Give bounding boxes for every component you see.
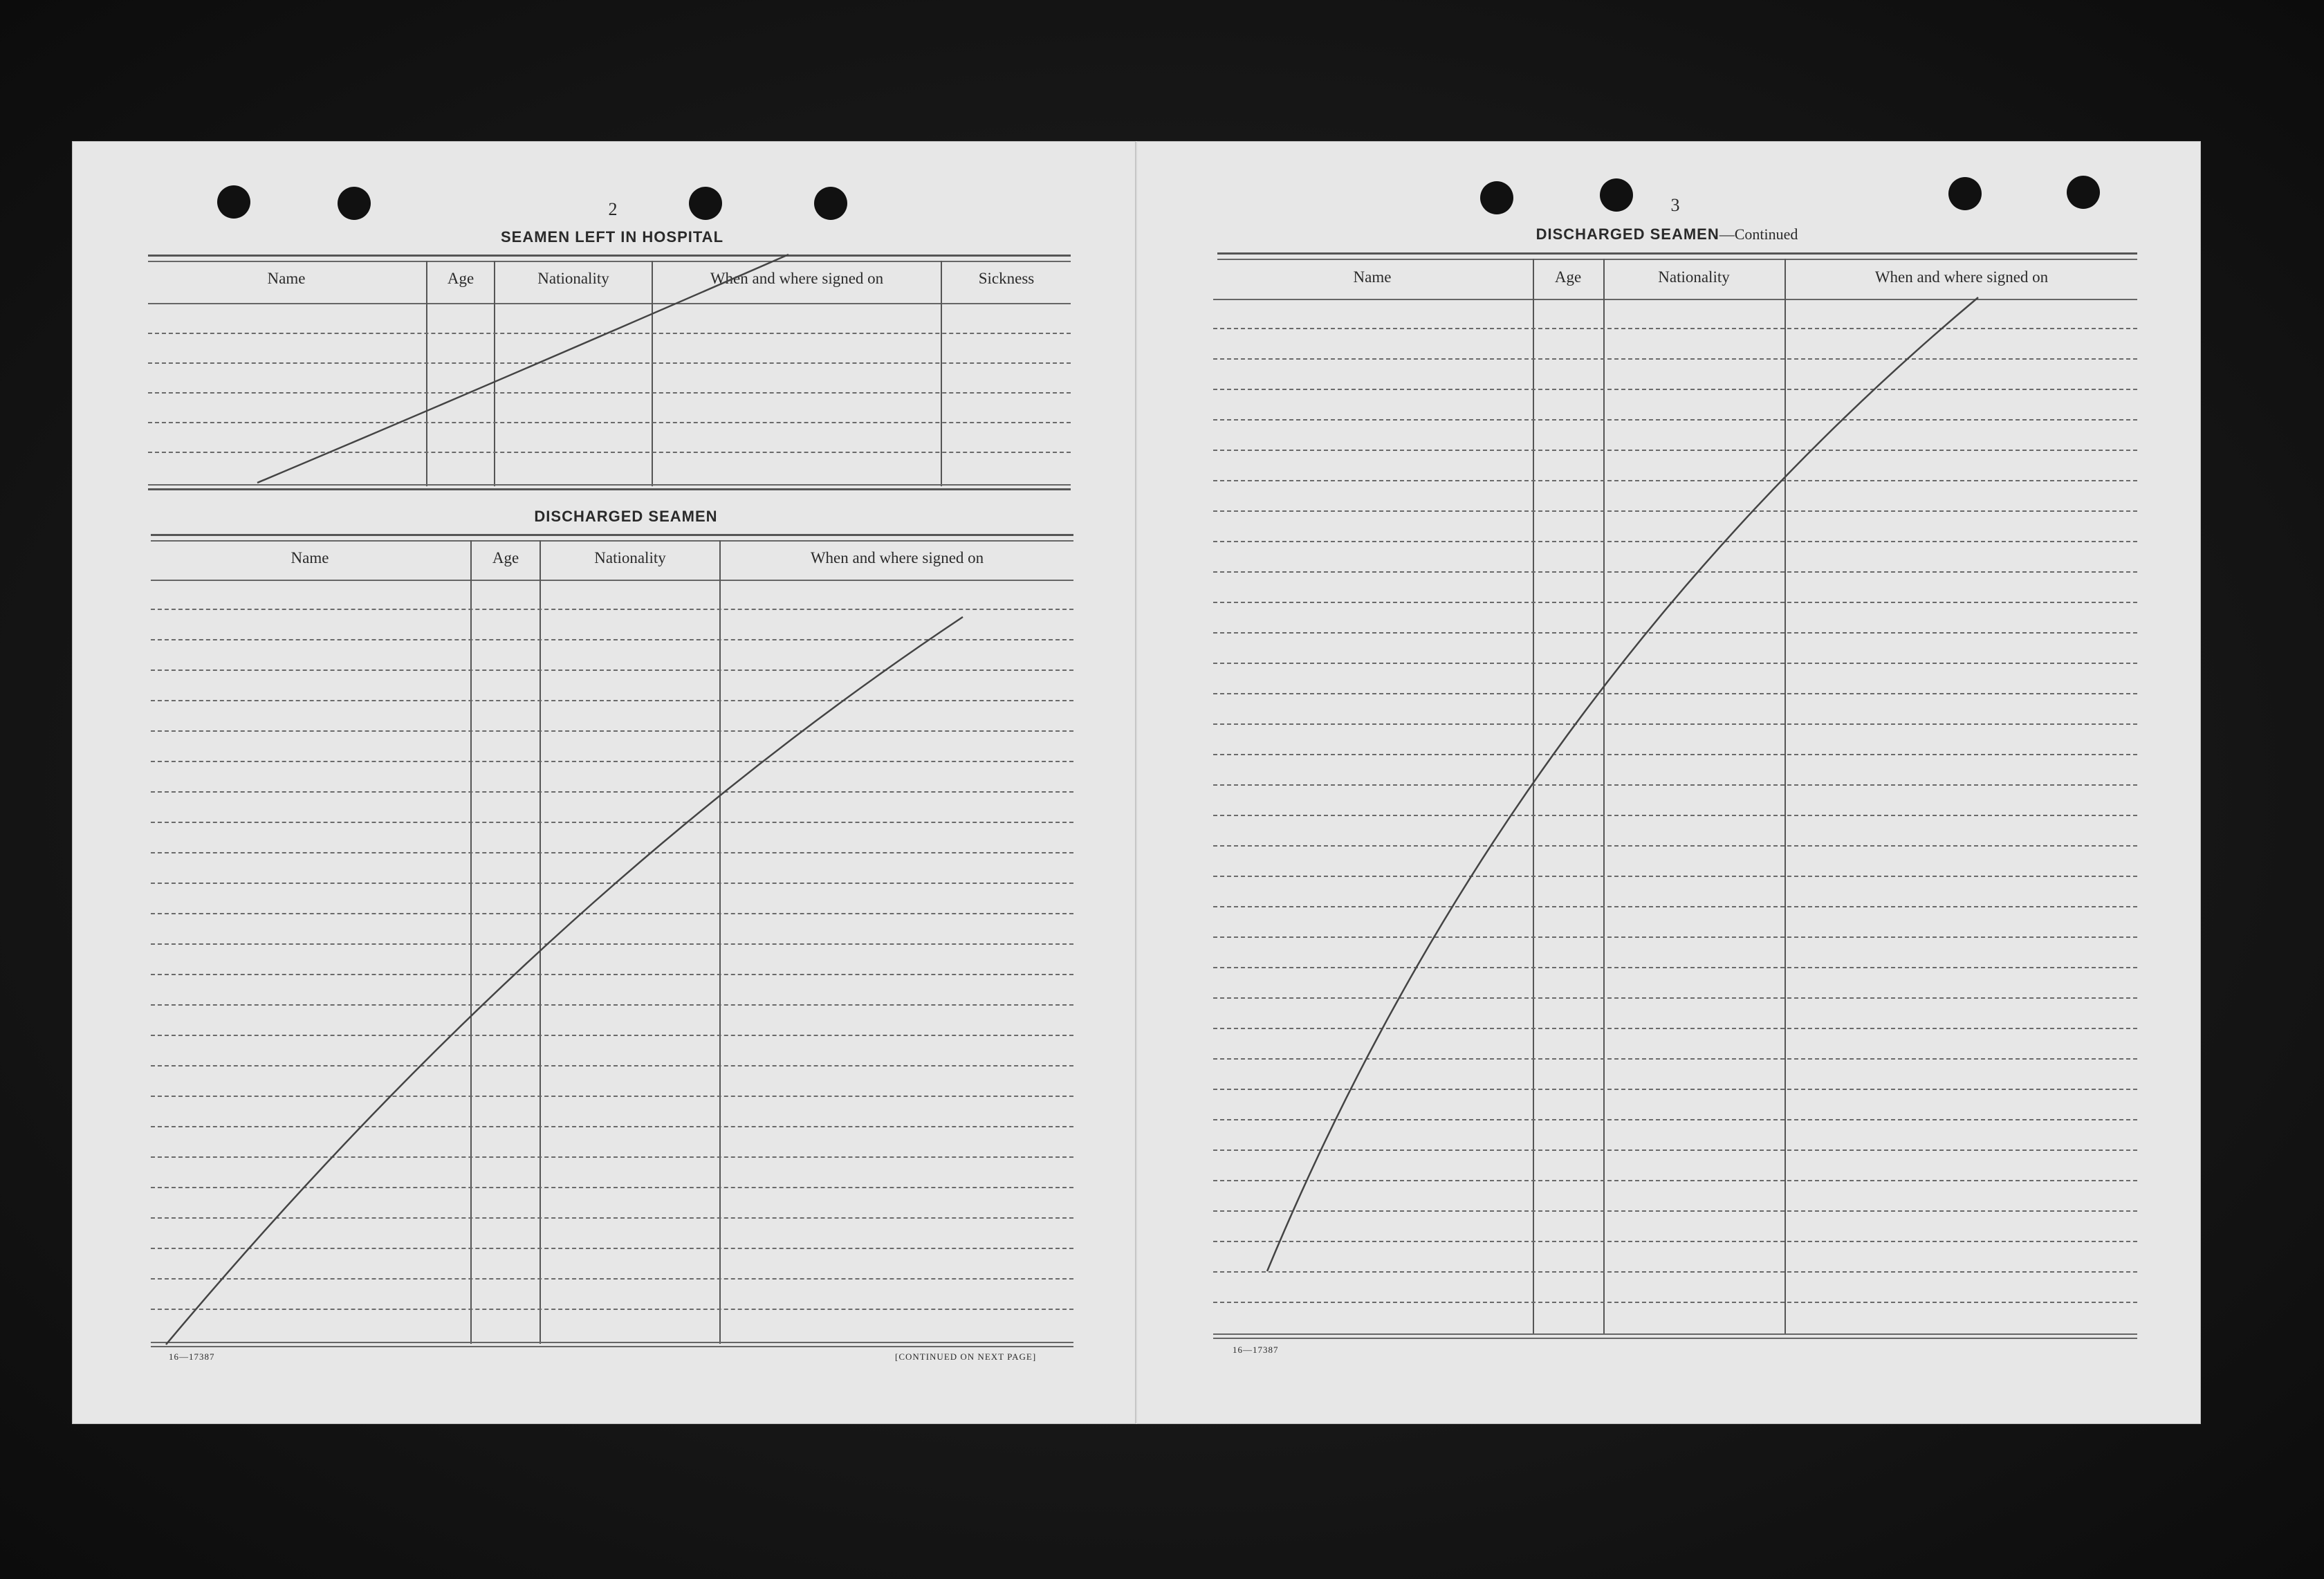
table-row xyxy=(151,1248,1073,1249)
table-row xyxy=(1213,602,2137,603)
table-row xyxy=(1213,1119,2137,1120)
table-row xyxy=(1213,1271,2137,1273)
table-row xyxy=(1213,328,2137,329)
table-row xyxy=(1213,1149,2137,1151)
table-row xyxy=(1213,632,2137,634)
table-top-rule xyxy=(151,540,1073,542)
table-row xyxy=(1213,1302,2137,1303)
table-row xyxy=(151,883,1073,884)
col-name: Name xyxy=(1353,268,1392,286)
table-row xyxy=(151,822,1073,823)
table-row xyxy=(1213,876,2137,877)
table-row xyxy=(148,333,1071,334)
table-row xyxy=(1213,784,2137,786)
table-row xyxy=(148,392,1071,394)
table-row xyxy=(1213,541,2137,542)
table-row xyxy=(1213,450,2137,451)
col-nationality: Nationality xyxy=(594,549,666,566)
table-row xyxy=(1213,571,2137,573)
table-row xyxy=(1213,1241,2137,1242)
col-when-where: When and where signed on xyxy=(710,270,884,287)
col-when-where: When and where signed on xyxy=(810,549,984,566)
table-top-rule xyxy=(151,534,1073,536)
title-main: DISCHARGED SEAMEN xyxy=(1536,225,1719,243)
punch-hole xyxy=(814,187,847,220)
table-row xyxy=(1213,1058,2137,1060)
table-row xyxy=(151,943,1073,945)
col-age: Age xyxy=(1554,268,1582,286)
punch-hole xyxy=(2067,176,2100,209)
continued-note: [CONTINUED ON NEXT PAGE] xyxy=(895,1351,1037,1362)
table-row xyxy=(151,1065,1073,1066)
page-number: 2 xyxy=(608,199,618,219)
table-row xyxy=(1213,845,2137,847)
table-row xyxy=(151,670,1073,671)
table-top-rule xyxy=(1217,259,2137,260)
table-bottom-rule xyxy=(148,484,1071,486)
table-row xyxy=(1213,906,2137,907)
discharged-section-title: DISCHARGED SEAMEN xyxy=(534,508,718,525)
punch-hole xyxy=(1480,181,1513,214)
punch-hole xyxy=(1600,178,1633,212)
table-row xyxy=(1213,815,2137,816)
table-row xyxy=(1213,723,2137,725)
table-row xyxy=(151,1278,1073,1280)
column-divider xyxy=(540,540,541,1344)
table-row xyxy=(1213,510,2137,512)
table-row xyxy=(1213,389,2137,390)
col-nationality: Nationality xyxy=(537,270,609,287)
form-number: 16—17387 xyxy=(1233,1345,1279,1355)
table-row xyxy=(151,1217,1073,1219)
header-rule xyxy=(151,580,1073,581)
page-fold xyxy=(1136,141,1137,1424)
punch-hole xyxy=(1948,177,1982,210)
table-row xyxy=(1213,480,2137,481)
col-when-where: When and where signed on xyxy=(1874,268,2049,286)
table-bottom-rule xyxy=(151,1342,1073,1343)
col-nationality: Nationality xyxy=(1658,268,1730,286)
table-row xyxy=(1213,419,2137,421)
table-row xyxy=(1213,693,2137,694)
table-bottom-rule xyxy=(151,1346,1073,1347)
table-row xyxy=(1213,936,2137,938)
header-rule xyxy=(1213,299,2137,300)
table-row xyxy=(151,791,1073,793)
table-row xyxy=(1213,997,2137,999)
right-page xyxy=(1136,141,2201,1424)
page-number: 3 xyxy=(1670,195,1680,215)
column-divider xyxy=(470,540,472,1344)
hospital-section-title: SEAMEN LEFT IN HOSPITAL xyxy=(500,228,724,246)
table-row xyxy=(1213,1210,2137,1212)
table-row xyxy=(151,974,1073,975)
table-row xyxy=(151,1096,1073,1097)
table-row xyxy=(151,1156,1073,1158)
table-row xyxy=(151,730,1073,732)
table-row xyxy=(151,761,1073,762)
col-name: Name xyxy=(290,549,329,566)
table-top-rule xyxy=(148,255,1071,257)
table-bottom-rule xyxy=(1213,1338,2137,1339)
table-row xyxy=(1213,754,2137,755)
col-age: Age xyxy=(492,549,519,566)
table-top-rule xyxy=(1217,252,2137,255)
header-rule xyxy=(148,303,1071,304)
punch-hole xyxy=(217,185,250,219)
col-age: Age xyxy=(447,270,474,287)
table-row xyxy=(151,852,1073,853)
table-row xyxy=(151,1187,1073,1188)
table-row xyxy=(151,1309,1073,1310)
table-row xyxy=(1213,1028,2137,1029)
table-row xyxy=(1213,967,2137,968)
table-row xyxy=(1213,1089,2137,1090)
title-suffix: —Continued xyxy=(1719,225,1798,243)
table-row xyxy=(151,609,1073,610)
table-row xyxy=(151,1035,1073,1036)
table-row xyxy=(148,422,1071,423)
table-row xyxy=(1213,663,2137,664)
col-sickness: Sickness xyxy=(978,270,1035,287)
punch-hole xyxy=(689,187,722,220)
table-row xyxy=(151,913,1073,914)
table-top-rule xyxy=(148,261,1071,262)
table-bottom-rule xyxy=(148,488,1071,490)
table-row xyxy=(1213,358,2137,360)
table-row xyxy=(1213,1180,2137,1181)
table-bottom-rule xyxy=(1213,1333,2137,1335)
discharged-continued-title xyxy=(1487,225,1847,243)
column-divider xyxy=(719,540,721,1344)
form-number: 16—17387 xyxy=(169,1351,215,1362)
table-row xyxy=(151,700,1073,701)
table-row xyxy=(151,1004,1073,1006)
table-row xyxy=(148,452,1071,453)
table-row xyxy=(151,639,1073,640)
table-row xyxy=(148,362,1071,364)
table-row xyxy=(151,1126,1073,1127)
punch-hole xyxy=(338,187,371,220)
col-name: Name xyxy=(267,270,306,287)
